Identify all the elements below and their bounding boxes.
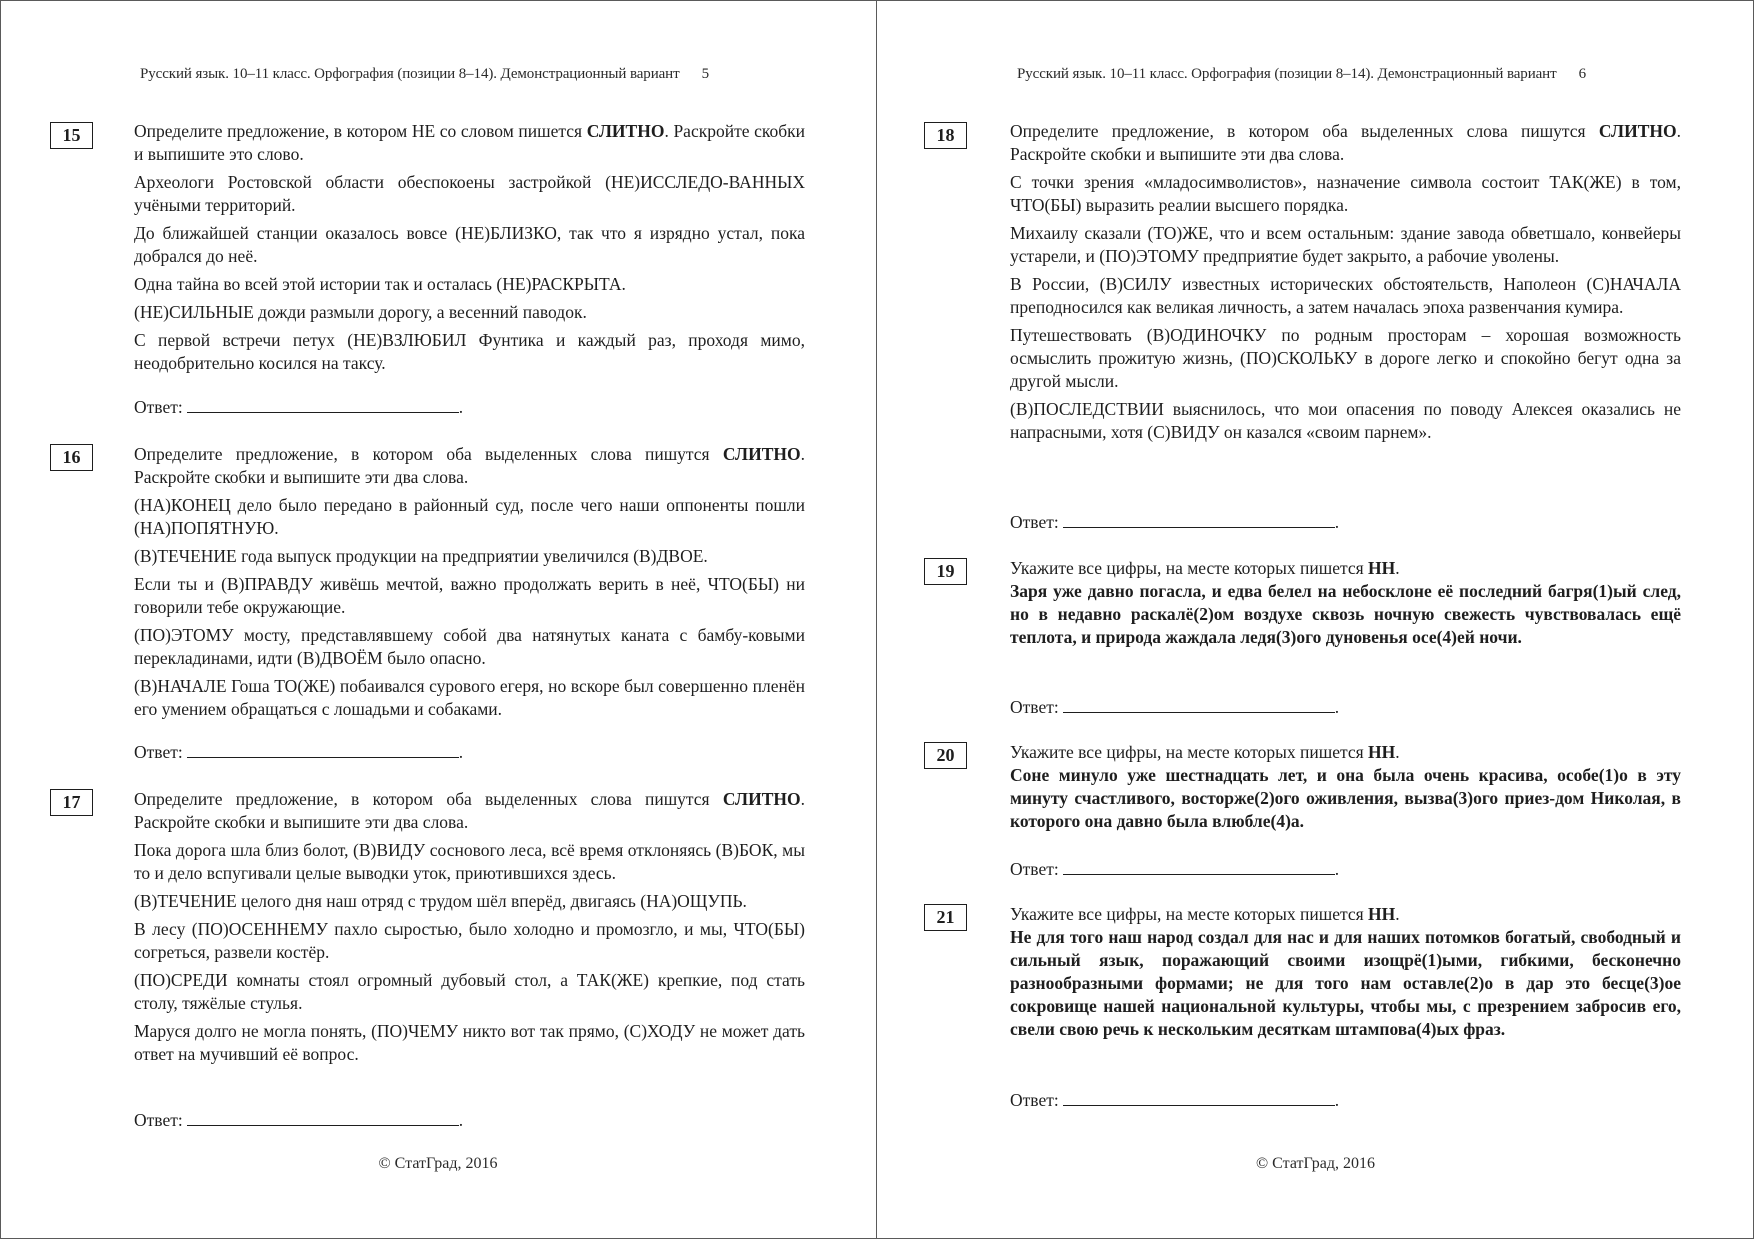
task-number-box: 21 xyxy=(924,904,967,931)
option-1: (НА)КОНЕЦ дело было передано в районный суд, после чего наши оппоненты пошли (НА)ПОПЯТНУЮ. xyxy=(134,495,805,538)
task-instruction: Определите предложение, в котором НЕ со словом пишется СЛИТНО. Раскройте скобки и выпишите это слово. xyxy=(134,121,806,164)
task-text: Соне минуло уже шестнадцать лет, и она была очень красива, особе(1)о в эту минуту счастливого, восторже(2)ого оживления, вызва(3)ого приез-дом Николая, в которого она давно была влюбле(4)а. xyxy=(1010,765,1681,831)
task-instruction: Укажите все цифры, на месте которых пишется НН. xyxy=(1010,558,1400,578)
page-number: 6 xyxy=(1578,66,1586,82)
option-3: Если ты и (В)ПРАВДУ живёшь мечтой, важно продолжать верить в неё, ЧТО(БЫ) ни говорили тебе окружающие. xyxy=(134,574,805,617)
option-3: Одна тайна во всей этой истории так и осталась (НЕ)РАСКРЫТА. xyxy=(134,274,626,294)
option-5: Маруся долго не могла понять, (ПО)ЧЕМУ никто вот так прямо, (С)ХОДУ не может дать ответ на мучивший её вопрос. xyxy=(134,1021,805,1064)
answer-line[interactable] xyxy=(1063,512,1335,528)
task-number-box: 15 xyxy=(50,122,93,149)
option-1: С точки зрения «младосимволистов», назначение символа состоит ТАК(ЖЕ) в том, ЧТО(БЫ) выразить реалии высшего порядка. xyxy=(1010,172,1681,215)
task-instruction: Укажите все цифры, на месте которых пишется НН. xyxy=(1010,904,1400,924)
page-left xyxy=(0,0,876,1239)
page-footer: © СтатГрад, 2016 xyxy=(1256,1155,1375,1172)
page-header xyxy=(1017,66,1586,83)
option-1: Пока дорога шла близ болот, (В)ВИДУ соснового леса, всё время отклоняясь (В)БОК, мы то и дело вспугивали целые выводки уток, приютившихся здесь. xyxy=(134,840,805,883)
task-body xyxy=(1010,903,1681,1046)
option-4: (ПО)СРЕДИ комнаты стоял огромный дубовый стол, а ТАК(ЖЕ) крепкие, под стать столу, тяжёлые стулья. xyxy=(134,970,805,1013)
option-4: Путешествовать (В)ОДИНОЧКУ по родным просторам – хорошая возможность осмыслить прожитую жизнь, (ПО)СКОЛЬКУ в дороге легко и спокойно бегут одна за другой мысли. xyxy=(1010,325,1681,391)
task-number-box: 18 xyxy=(924,122,967,149)
answer-label: Ответ: xyxy=(1010,697,1059,717)
answer-field[interactable]: Ответ: . xyxy=(1010,697,1340,717)
task-body xyxy=(1010,120,1681,449)
page-footer: © СтатГрад, 2016 xyxy=(378,1155,498,1172)
header-title: Русский язык. 10–11 класс. Орфография (позиции 8–14). Демонстрационный вариант xyxy=(1017,66,1557,82)
answer-line[interactable] xyxy=(1063,859,1335,875)
answer-field[interactable]: Ответ: . xyxy=(134,742,464,762)
task-instruction: Определите предложение, в котором оба выделенных слова пишутся СЛИТНО. Раскройте скобки и выпишите эти два слова. xyxy=(134,444,805,487)
task-body xyxy=(134,788,805,1071)
page-number: 5 xyxy=(701,66,709,82)
answer-field[interactable]: Ответ: . xyxy=(134,1110,464,1130)
task-text: Заря уже давно погасла, и едва белел на небосклоне её последний багря(1)ый след, но в недавно раскалё(2)ом воздухе сквозь ночную свежесть чувствовалась ещё теплота, и природа жаждала ледя(3)ого дуновенья осе(4)ей ночи. xyxy=(1010,581,1681,647)
option-4: (ПО)ЭТОМУ мосту, представлявшему собой два натянутых каната с бамбу-ковыми перекладинами, идти (В)ДВОЁМ было опасно. xyxy=(134,625,805,668)
task-text: Не для того наш народ создал для нас и для наших потомков богатый, свободный и сильный язык, поражающий своими изощрё(1)ыми, гибкими, бесконечно разнообразными формами; не для того нам оставле(2)о в дар это бесце(3)ое сокровище нашей национальной культуры, чтобы мы, с презрением забросив его, свели свою речь к нескольким десяткам штампова(4)ых фраз. xyxy=(1010,927,1681,1039)
option-3: В России, (В)СИЛУ известных исторических обстоятельств, Наполеон (С)НАЧАЛА преподносился как великая личность, а затем началась эпоха развенчания кумира. xyxy=(1010,274,1681,317)
task-body xyxy=(1010,741,1681,838)
page-right xyxy=(877,0,1754,1239)
answer-line[interactable] xyxy=(1063,1090,1335,1106)
answer-line[interactable] xyxy=(187,397,459,413)
task-body xyxy=(134,120,805,380)
option-2: (В)ТЕЧЕНИЕ года выпуск продукции на предприятии увеличился (В)ДВОЕ. xyxy=(134,546,708,566)
option-5: С первой встречи петух (НЕ)ВЗЛЮБИЛ Фунтика и каждый раз, проходя мимо, неодобрительно косился на таксу. xyxy=(134,330,805,373)
task-instruction: Определите предложение, в котором оба выделенных слова пишутся СЛИТНО. Раскройте скобки и выпишите эти два слова. xyxy=(134,789,805,832)
answer-field[interactable]: Ответ: . xyxy=(1010,859,1340,879)
task-body xyxy=(1010,557,1681,654)
option-5: (В)НАЧАЛЕ Гоша ТО(ЖЕ) побаивался сурового егеря, но вскоре был совершенно пленён его умением обращаться с лошадьми и собаками. xyxy=(134,676,805,719)
option-5: (В)ПОСЛЕДСТВИИ выяснилось, что мои опасения по поводу Алексея оказались не напрасными, хотя (С)ВИДУ он казался «своим парнем». xyxy=(1010,399,1681,442)
task-number-box: 16 xyxy=(50,444,93,471)
task-instruction: Укажите все цифры, на месте которых пишется НН. xyxy=(1010,742,1400,762)
header-title: Русский язык. 10–11 класс. Орфография (позиции 8–14). Демонстрационный вариант xyxy=(140,66,680,82)
option-4: (НЕ)СИЛЬНЫЕ дожди размыли дорогу, а весенний паводок. xyxy=(134,302,587,322)
option-3: В лесу (ПО)ОСЕННЕМУ пахло сыростью, было холодно и промозгло, и мы, ЧТО(БЫ) согреться, развели костёр. xyxy=(134,919,805,962)
answer-line[interactable] xyxy=(1063,697,1335,713)
answer-field[interactable]: Ответ: . xyxy=(1010,512,1340,532)
answer-line[interactable] xyxy=(187,1110,459,1126)
answer-label: Ответ: xyxy=(134,1110,183,1130)
answer-field[interactable]: Ответ: . xyxy=(1010,1090,1340,1110)
option-2: (В)ТЕЧЕНИЕ целого дня наш отряд с трудом шёл вперёд, двигаясь (НА)ОЩУПЬ. xyxy=(134,891,747,911)
answer-line[interactable] xyxy=(187,742,459,758)
answer-label: Ответ: xyxy=(134,742,183,762)
task-instruction: Определите предложение, в котором оба выделенных слова пишутся СЛИТНО. Раскройте скобки и выпишите эти два слова. xyxy=(1010,121,1681,164)
task-number-box: 17 xyxy=(50,789,93,816)
task-number-box: 20 xyxy=(924,742,967,769)
answer-label: Ответ: xyxy=(1010,859,1059,879)
answer-label: Ответ: xyxy=(1010,512,1059,532)
answer-field[interactable]: Ответ: . xyxy=(134,397,464,417)
page-header xyxy=(140,66,709,83)
option-1: Археологи Ростовской области обеспокоены застройкой (НЕ)ИССЛЕДО-ВАННЫХ учёными территорий. xyxy=(134,172,805,215)
answer-label: Ответ: xyxy=(134,397,183,417)
task-number-box: 19 xyxy=(924,558,967,585)
option-2: Михаилу сказали (ТО)ЖЕ, что и всем остальным: здание завода обветшало, конвейеры устарели, и (ПО)ЭТОМУ предприятие будет закрыто, а рабочие уволены. xyxy=(1010,223,1681,266)
answer-label: Ответ: xyxy=(1010,1090,1059,1110)
option-2: До ближайшей станции оказалось вовсе (НЕ)БЛИЗКО, так что я изрядно устал, пока добрался до неё. xyxy=(134,223,805,266)
task-body xyxy=(134,443,805,726)
